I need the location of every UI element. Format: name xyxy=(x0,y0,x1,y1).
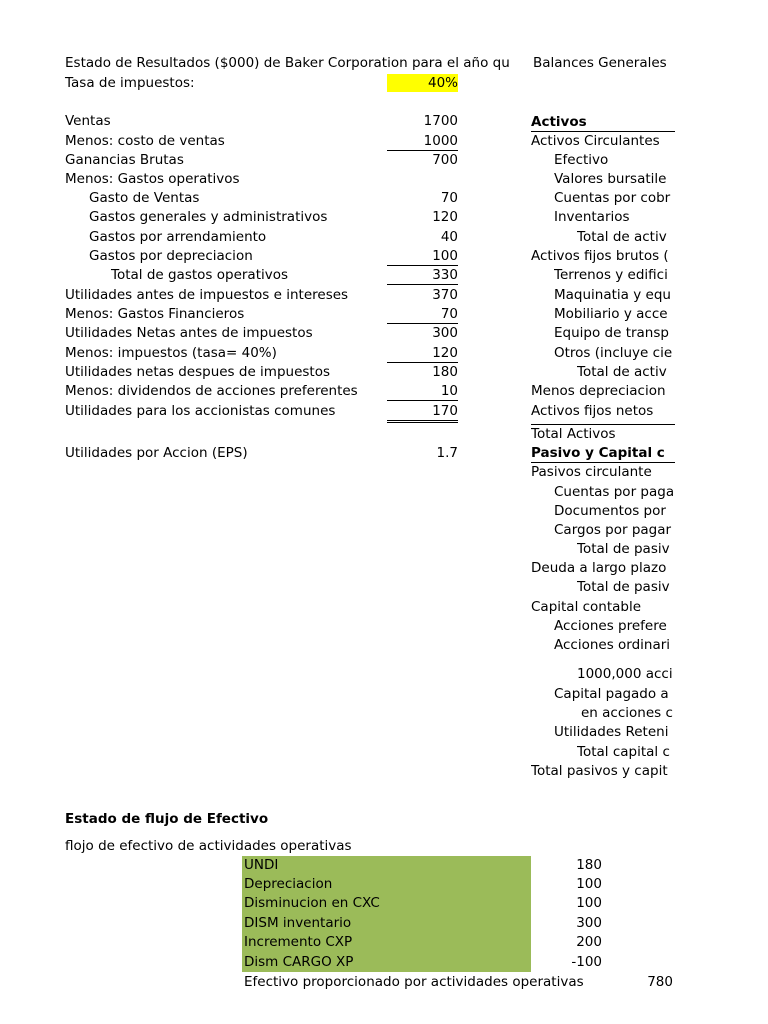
income-row-label: Menos: Gastos Financieros xyxy=(65,306,245,322)
cashflow-total-label: Efectivo proporcionado por actividades operativas xyxy=(244,974,584,990)
cashflow-row-value: 200 xyxy=(576,934,602,950)
income-row-label: Menos: impuestos (tasa= 40%) xyxy=(65,345,277,361)
income-row-value: 120 xyxy=(387,344,458,363)
balance-row: Total de activ xyxy=(577,364,667,380)
income-row-label: Utilidades Netas antes de impuestos xyxy=(65,325,313,341)
income-row-value: 70 xyxy=(440,190,458,206)
income-row-value: 10 xyxy=(387,382,458,401)
income-row-label: Utilidades netas despues de impuestos xyxy=(65,364,331,380)
tax-rate-label: Tasa de impuestos: xyxy=(65,75,195,91)
cashflow-row-value: -100 xyxy=(571,954,602,970)
balance-row: Efectivo xyxy=(554,152,609,168)
balance-row: Total de activ xyxy=(577,229,667,245)
eps-label: Utilidades por Accion (EPS) xyxy=(65,445,248,461)
income-row-value: 1000 xyxy=(387,132,458,151)
balance-row: Activos Circulantes xyxy=(531,133,660,149)
balance-row: Activos fijos netos xyxy=(531,403,654,419)
balance-row: Total de pasiv xyxy=(577,541,670,557)
balance-title: Balances Generales xyxy=(533,55,667,71)
income-row-label: Gastos generales y administrativos xyxy=(89,209,328,225)
balance-row: Capital pagado a xyxy=(554,686,669,702)
cashflow-row-label: Depreciacion xyxy=(244,876,333,892)
income-row-value: 370 xyxy=(432,287,458,303)
balance-row: en acciones c xyxy=(581,705,673,721)
balance-row-total-activos: Total Activos xyxy=(531,424,675,443)
balance-row: Mobiliario y acce xyxy=(554,306,668,322)
income-row-label: Ventas xyxy=(65,113,111,129)
balance-row: Menos depreciacion xyxy=(531,383,666,399)
balance-row: Valores bursatile xyxy=(554,171,667,187)
income-row-value: 170 xyxy=(387,402,458,423)
balance-row: Pasivos circulante xyxy=(531,464,652,480)
cashflow-total-value: 780 xyxy=(647,974,673,990)
cashflow-row-label: Incremento CXP xyxy=(244,934,353,950)
income-row-value: 100 xyxy=(387,247,458,266)
income-row-value: 330 xyxy=(387,266,458,285)
balance-row: Total pasivos y capit xyxy=(531,763,668,779)
cashflow-row-label: DISM inventario xyxy=(244,915,352,931)
income-row-label: Ganancias Brutas xyxy=(65,152,184,168)
balance-row: Acciones ordinari xyxy=(554,637,671,653)
income-row-label: Menos: costo de ventas xyxy=(65,133,225,149)
cashflow-row-value: 100 xyxy=(576,895,602,911)
income-row-label: Utilidades para los accionistas comunes xyxy=(65,403,336,419)
income-row-label: Gasto de Ventas xyxy=(89,190,200,206)
balance-row: Total de pasiv xyxy=(577,579,670,595)
balance-row: Terrenos y edifici xyxy=(554,267,668,283)
income-row-value: 700 xyxy=(432,152,458,168)
cashflow-row-value: 300 xyxy=(576,915,602,931)
income-row-value: 40 xyxy=(440,229,458,245)
tax-rate-value[interactable]: 40% xyxy=(387,74,458,92)
balance-row: Maquinatia y equ xyxy=(554,287,671,303)
income-row-label: Gastos por depreciacion xyxy=(89,248,253,264)
balance-row: Documentos por xyxy=(554,503,666,519)
balance-row: Equipo de transp xyxy=(554,325,669,341)
balance-row: Total capital c xyxy=(577,744,670,760)
balance-row: Activos fijos brutos ( xyxy=(531,248,669,264)
balance-row: Cuentas por cobr xyxy=(554,190,671,206)
income-row-label: Total de gastos operativos xyxy=(111,267,289,283)
cashflow-title: Estado de flujo de Efectivo xyxy=(65,811,269,827)
balance-row: Acciones prefere xyxy=(554,618,667,634)
cashflow-row-label: Dism CARGO XP xyxy=(244,954,354,970)
balance-row: Capital contable xyxy=(531,599,642,615)
income-row-label: Utilidades antes de impuestos e intereses xyxy=(65,287,349,303)
balance-heading-pasivo: Pasivo y Capital c xyxy=(531,444,675,463)
balance-row: 1000,000 acci xyxy=(577,666,673,682)
eps-value: 1.7 xyxy=(436,445,458,461)
income-row-label: Menos: dividendos de acciones preferentes xyxy=(65,383,358,399)
income-row-label: Menos: Gastos operativos xyxy=(65,171,240,187)
cashflow-row-value: 100 xyxy=(576,876,602,892)
cashflow-subtitle: flojo de efectivo de actividades operativas xyxy=(65,838,352,854)
balance-row: Deuda a largo plazo xyxy=(531,560,667,576)
cashflow-row-label: Disminucion en CXC xyxy=(244,895,380,911)
income-row-value: 300 xyxy=(432,325,458,341)
income-title: Estado de Resultados ($000) de Baker Corporation para el año qu xyxy=(65,55,510,71)
income-row-value: 70 xyxy=(387,305,458,324)
balance-row: Cargos por pagar xyxy=(554,522,672,538)
balance-row: Inventarios xyxy=(554,209,630,225)
income-row-value: 180 xyxy=(432,364,458,380)
income-row-label: Gastos por arrendamiento xyxy=(89,229,267,245)
income-row-value: 1700 xyxy=(423,113,458,129)
balance-heading-activos: Activos xyxy=(531,113,675,132)
balance-row: Utilidades Reteni xyxy=(554,724,669,740)
balance-row: Otros (incluye cie xyxy=(554,345,673,361)
cashflow-row-value: 180 xyxy=(576,857,602,873)
cashflow-row-label: UNDI xyxy=(244,857,279,873)
income-row-value: 120 xyxy=(432,209,458,225)
balance-row: Cuentas por paga xyxy=(554,484,675,500)
